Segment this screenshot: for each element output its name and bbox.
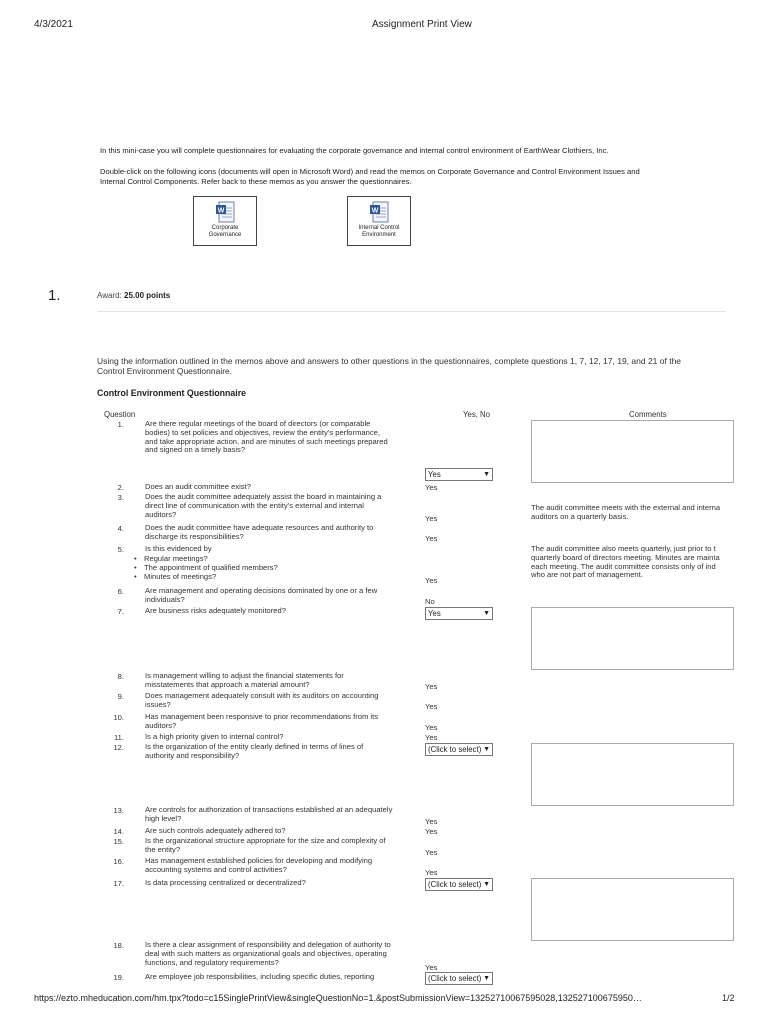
doc-caption-line2: Governance xyxy=(208,232,242,238)
row-question xyxy=(145,607,413,616)
question-number: 1. xyxy=(48,287,61,304)
question-line: Does the audit committee adequately assist the board in maintaining a xyxy=(145,492,382,501)
comment-box-q17[interactable] xyxy=(531,878,734,941)
row-number: 13. xyxy=(113,806,124,815)
question-line: Are such controls adequately adhered to? xyxy=(145,826,286,835)
comment-line: The audit committee also meets quarterly, just prior to t xyxy=(531,545,716,553)
bullet-text: The appointment of qualified members? xyxy=(144,562,278,572)
row-answer: Yes xyxy=(425,848,438,857)
row-question xyxy=(145,672,413,690)
award-label: Award: xyxy=(97,291,122,300)
doc-caption-line2: Environment xyxy=(362,232,396,238)
comment-line: each meeting. The audit committee consists only of ind xyxy=(531,561,716,571)
select-value: (Click to select) xyxy=(428,745,482,754)
row-question xyxy=(145,827,413,836)
question-line: Has management been responsive to prior recommendations from its xyxy=(145,712,378,721)
award-value: 25.00 points xyxy=(124,291,171,300)
comment-box-q12[interactable] xyxy=(531,743,734,806)
question-line: Is the organizational structure appropriate for the size and complexity of xyxy=(145,836,386,845)
row-question xyxy=(145,713,413,731)
intro-instructions-line1: Double-click on the following icons (documents will open in Microsoft Word) and read the memos on Corporate Governance and Control Environment Issues and xyxy=(100,167,640,176)
comment-box-q1[interactable] xyxy=(531,420,734,483)
row-number: 18. xyxy=(113,941,124,950)
row-question xyxy=(145,545,413,554)
row-answer: Yes xyxy=(425,963,438,972)
comment-line: auditors on a quarterly basis. xyxy=(531,511,629,521)
comment-line: who are not part of management. xyxy=(531,570,643,580)
row-question xyxy=(145,733,413,742)
question-line: individuals? xyxy=(145,594,185,604)
question-line: direct line of communication with the entity’s external and internal xyxy=(145,500,364,510)
question-line: functions, and regulatory requirements? xyxy=(145,957,279,967)
word-document-icon xyxy=(215,201,235,223)
instructions-line1: Using the information outlined in the memos above and answers to other questions in the questionnaires, complete questions 1, 7, 12, 17, 19, and 21 of the xyxy=(97,356,682,366)
row-number: 3. xyxy=(117,493,124,502)
question-line: authority and responsibility? xyxy=(145,750,240,760)
question-line: auditors? xyxy=(145,720,177,730)
select-value: Yes xyxy=(428,609,441,618)
question-line: Are controls for authorization of transactions established at an adequately xyxy=(145,805,393,814)
question-line: the entity? xyxy=(145,844,181,854)
question-line: deal with such matters as organizational goals and objectives, operating xyxy=(145,948,387,958)
question-line: Are business risks adequately monitored? xyxy=(145,606,286,615)
row-answer: Yes xyxy=(425,827,438,836)
row-number: 4. xyxy=(117,524,124,533)
row-number: 17. xyxy=(113,879,124,888)
select-value: (Click to select) xyxy=(428,974,482,983)
select-value: Yes xyxy=(428,470,441,479)
question-line: Has management established policies for developing and modifying xyxy=(145,856,373,865)
question-line: and signed on a timely basis? xyxy=(145,445,246,455)
print-date: 4/3/2021 xyxy=(34,19,73,30)
row-question xyxy=(145,941,413,967)
question-line: Are management and operating decisions dominated by one or a few xyxy=(145,586,378,595)
row-number: 10. xyxy=(113,713,124,722)
row-comment xyxy=(531,545,735,580)
chevron-down-icon: ▼ xyxy=(483,746,490,753)
divider xyxy=(97,311,726,312)
bullet-text: Regular meetings? xyxy=(144,554,208,563)
question-line: Does the audit committee have adequate resources and authority to xyxy=(145,523,374,532)
select-value: (Click to select) xyxy=(428,880,482,889)
row-number: 19. xyxy=(113,973,124,982)
question-line: accounting systems and control activities? xyxy=(145,864,287,874)
question-line: Is there a clear assignment of responsibility and delegation of authority to xyxy=(145,940,391,949)
row-number: 14. xyxy=(113,827,124,836)
row-question xyxy=(145,587,413,605)
bullet-item: • The appointment of qualified members? xyxy=(134,562,278,572)
row-comment xyxy=(531,504,735,522)
question-line: Does management adequately consult with its auditors on accounting xyxy=(145,691,379,700)
question-line: high level? xyxy=(145,813,182,823)
row-number: 7. xyxy=(117,607,124,616)
row-answer: Yes xyxy=(425,682,438,691)
intro-paragraph: In this mini-case you will complete questionnaires for evaluating the corporate governance and internal control environment of EarthWear Clothiers, Inc. xyxy=(100,146,609,155)
answer-select-q19[interactable] xyxy=(425,972,493,985)
bullet-item: • Minutes of meetings? xyxy=(134,571,217,581)
row-question xyxy=(145,493,413,519)
chevron-down-icon: ▼ xyxy=(483,610,490,617)
bullet-text: Minutes of meetings? xyxy=(144,571,217,581)
row-number: 12. xyxy=(113,743,124,752)
question-line: Is the organization of the entity clearly defined in terms of lines of xyxy=(145,742,364,751)
bullet-item: • Regular meetings? xyxy=(134,554,208,563)
row-number: 15. xyxy=(113,837,124,846)
chevron-down-icon: ▼ xyxy=(483,471,490,478)
footer-page: 1/2 xyxy=(722,993,735,1003)
row-number: 8. xyxy=(117,672,124,681)
row-question xyxy=(145,524,413,542)
question-line: and take appropriate action, and are minutes of such meetings prepared xyxy=(145,436,388,446)
question-line: discharge its responsibilities? xyxy=(145,531,244,541)
row-number: 5. xyxy=(117,545,124,554)
row-bullets xyxy=(134,555,402,581)
column-header-answer: Yes, No xyxy=(463,410,491,419)
row-number: 2. xyxy=(117,483,124,492)
intro-instructions-line2: Internal Control Components. Refer back to these memos as you answer the questionnaires. xyxy=(100,177,412,186)
answer-select-q7[interactable] xyxy=(425,607,493,620)
question-line: Is a high priority given to internal control? xyxy=(145,732,284,741)
row-answer: Yes xyxy=(425,483,438,492)
question-line: Are employee job responsibilities, including specific duties, reporting xyxy=(145,972,375,981)
doc-caption-line1: Corporate xyxy=(211,225,239,231)
row-answer: Yes xyxy=(425,733,438,742)
row-number: 9. xyxy=(117,692,124,701)
answer-select-q1[interactable] xyxy=(425,468,493,481)
row-question xyxy=(145,857,413,875)
answer-select-q12[interactable] xyxy=(425,743,493,756)
award xyxy=(97,291,170,300)
corporate-governance-doc[interactable] xyxy=(193,196,257,246)
row-question xyxy=(145,973,413,982)
row-answer: No xyxy=(425,597,435,606)
column-header-comments: Comments xyxy=(629,410,667,419)
row-number: 16. xyxy=(113,857,124,866)
doc-caption-line1: Internal Control xyxy=(358,225,400,231)
row-answer: Yes xyxy=(425,868,438,877)
row-question xyxy=(145,879,413,888)
internal-control-environment-doc[interactable] xyxy=(347,196,411,246)
instructions-line2: Control Environment Questionnaire. xyxy=(97,366,233,376)
row-question xyxy=(145,483,413,492)
page-title: Assignment Print View xyxy=(372,19,472,30)
row-question xyxy=(145,806,413,824)
svg-text:W: W xyxy=(217,207,225,215)
row-answer: Yes xyxy=(425,817,438,826)
answer-select-q17[interactable] xyxy=(425,878,493,891)
row-question xyxy=(145,743,413,761)
column-header-question: Question xyxy=(104,410,136,419)
row-number: 6. xyxy=(117,587,124,596)
section-title: Control Environment Questionnaire xyxy=(97,388,247,398)
question-line: Does an audit committee exist? xyxy=(145,482,251,491)
chevron-down-icon: ▼ xyxy=(483,881,490,888)
svg-text:W: W xyxy=(371,207,379,215)
question-line: misstatements that approach a material amount? xyxy=(145,679,310,689)
row-question xyxy=(145,837,413,855)
question-line: Are there regular meetings of the board of directors (or comparable xyxy=(145,419,371,428)
word-document-icon xyxy=(369,201,389,223)
question-line: Is management willing to adjust the financial statements for xyxy=(145,671,344,680)
row-question xyxy=(145,420,413,455)
comment-line: quarterly board of directors meeting. Minutes are mainta xyxy=(531,552,720,562)
row-question xyxy=(145,692,413,710)
comment-box-q7[interactable] xyxy=(531,607,734,670)
question-line: issues? xyxy=(145,699,171,709)
row-number: 1. xyxy=(117,420,124,429)
question-line: bodies) to set policies and objectives, review the entity’s performance, xyxy=(145,427,380,437)
row-answer: Yes xyxy=(425,702,438,711)
row-answer: Yes xyxy=(425,723,438,732)
question-line: auditors? xyxy=(145,509,177,519)
row-answer: Yes xyxy=(425,576,438,585)
question-line: Is this evidenced by xyxy=(145,544,212,553)
footer-url: https://ezto.mheducation.com/hm.tpx?todo=c15SinglePrintView&singleQuestionNo=1.&postSubmissionView=13252710067595028,132527100675950… xyxy=(34,993,642,1003)
row-answer: Yes xyxy=(425,514,438,523)
row-answer: Yes xyxy=(425,534,438,543)
question-line: Is data processing centralized or decentralized? xyxy=(145,878,306,887)
comment-line: The audit committee meets with the external and interna xyxy=(531,504,721,512)
chevron-down-icon: ▼ xyxy=(483,975,490,982)
row-number: 11. xyxy=(114,733,124,742)
